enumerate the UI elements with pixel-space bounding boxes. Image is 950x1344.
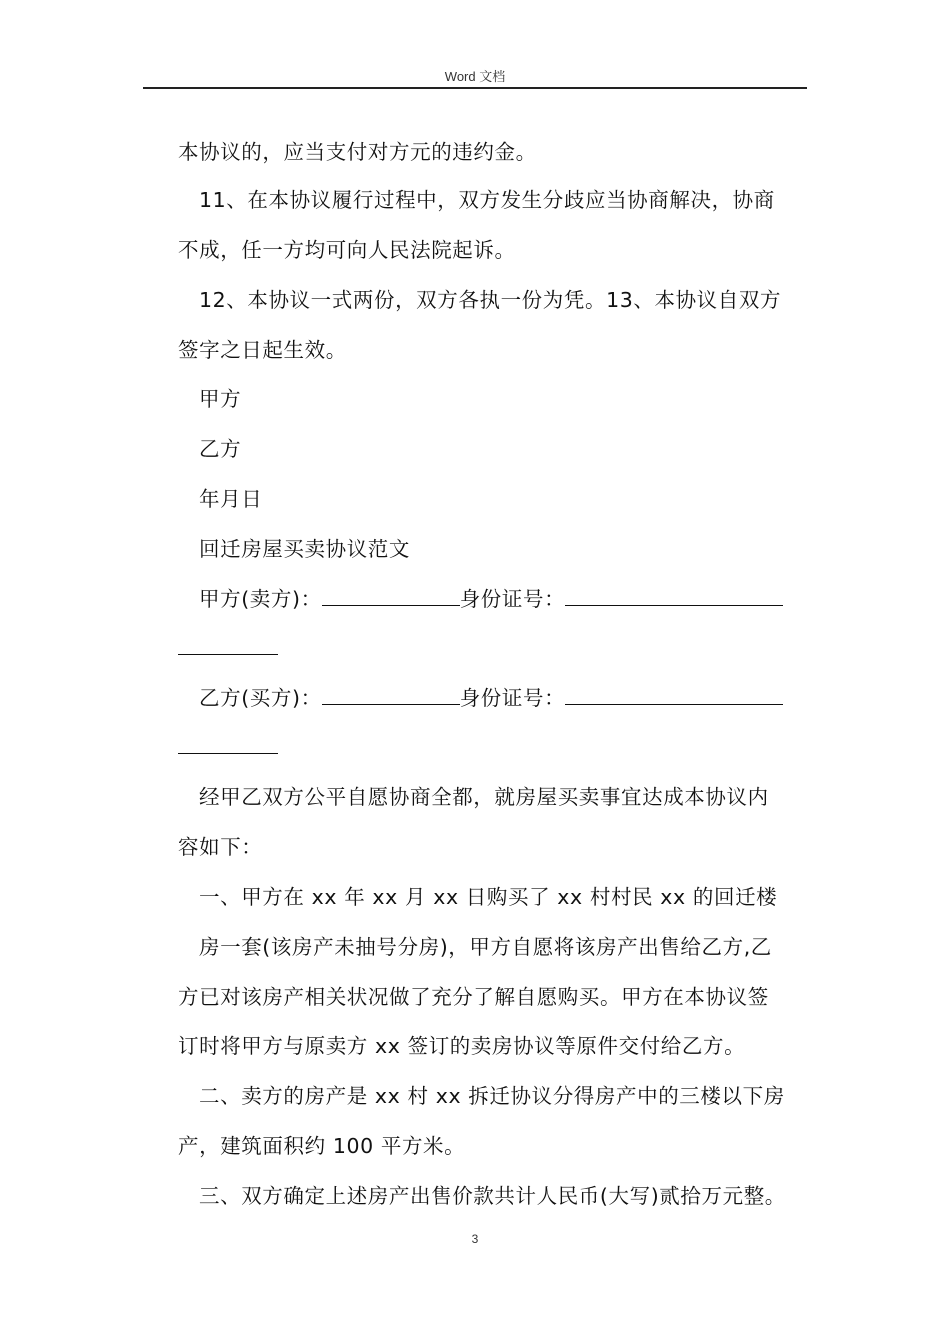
paragraph-line: 签字之日起生效。 [178,338,347,362]
paragraph-line: 本协议的，应当支付对方元的违约金。 [178,140,537,164]
paragraph-line: 订时将甲方与原卖方 xx 签订的卖房协议等原件交付给乙方。 [178,1034,746,1058]
seller-label: 甲方(卖方)： [199,587,322,611]
blank-line [178,634,278,655]
paragraph-line: 二、卖方的房产是 xx 村 xx 拆迁协议分得房产中的三楼以下房 [199,1084,785,1108]
date-label: 年月日 [199,487,263,511]
paragraph-line: 房一套(该房产未抽号分房)，甲方自愿将该房产出售给乙方,乙 [199,935,772,959]
id-number-label: 身份证号： [459,587,566,611]
paragraph-line: 一、甲方在 xx 年 xx 月 xx 日购买了 xx 村村民 xx 的回迁楼 [199,885,778,909]
paragraph-line: 产，建筑面积约 100 平方米。 [178,1134,466,1158]
paragraph-line: 三、双方确定上述房产出售价款共计人民币(大写)贰拾万元整。 [199,1184,786,1208]
buyer-id-row [199,684,839,712]
paragraph-line: 12、本协议一式两份，双方各执一份为凭。13、本协议自双方 [199,288,782,312]
seller-id-blank-continuation [178,634,818,662]
party-b-label: 乙方 [199,437,242,461]
paragraph-line: 容如下： [178,835,263,859]
page-header: Word 文档 [444,69,506,84]
paragraph-line: 不成，任一方均可向人民法院起诉。 [178,238,516,262]
paragraph-line: 11、在本协议履行过程中，双方发生分歧应当协商解决，协商 [199,188,775,212]
seller-id-row [199,585,839,613]
buyer-id-blank-continuation [178,733,818,761]
buyer-label: 乙方(买方)： [199,686,322,710]
paragraph-line: 方已对该房产相关状况做了充分了解自愿购买。甲方在本协议签 [178,985,769,1009]
seller-id-blank [565,585,783,606]
blank-line [178,733,278,754]
page-number: 3 [471,1232,479,1246]
header-divider [143,87,807,89]
party-a-label: 甲方 [199,387,242,411]
section-title: 回迁房屋买卖协议范文 [199,537,410,561]
paragraph-line: 经甲乙双方公平自愿协商全都，就房屋买卖事宜达成本协议内 [199,785,769,809]
buyer-name-blank [322,684,460,705]
seller-name-blank [322,585,460,606]
buyer-id-blank [565,684,783,705]
id-number-label: 身份证号： [459,686,566,710]
